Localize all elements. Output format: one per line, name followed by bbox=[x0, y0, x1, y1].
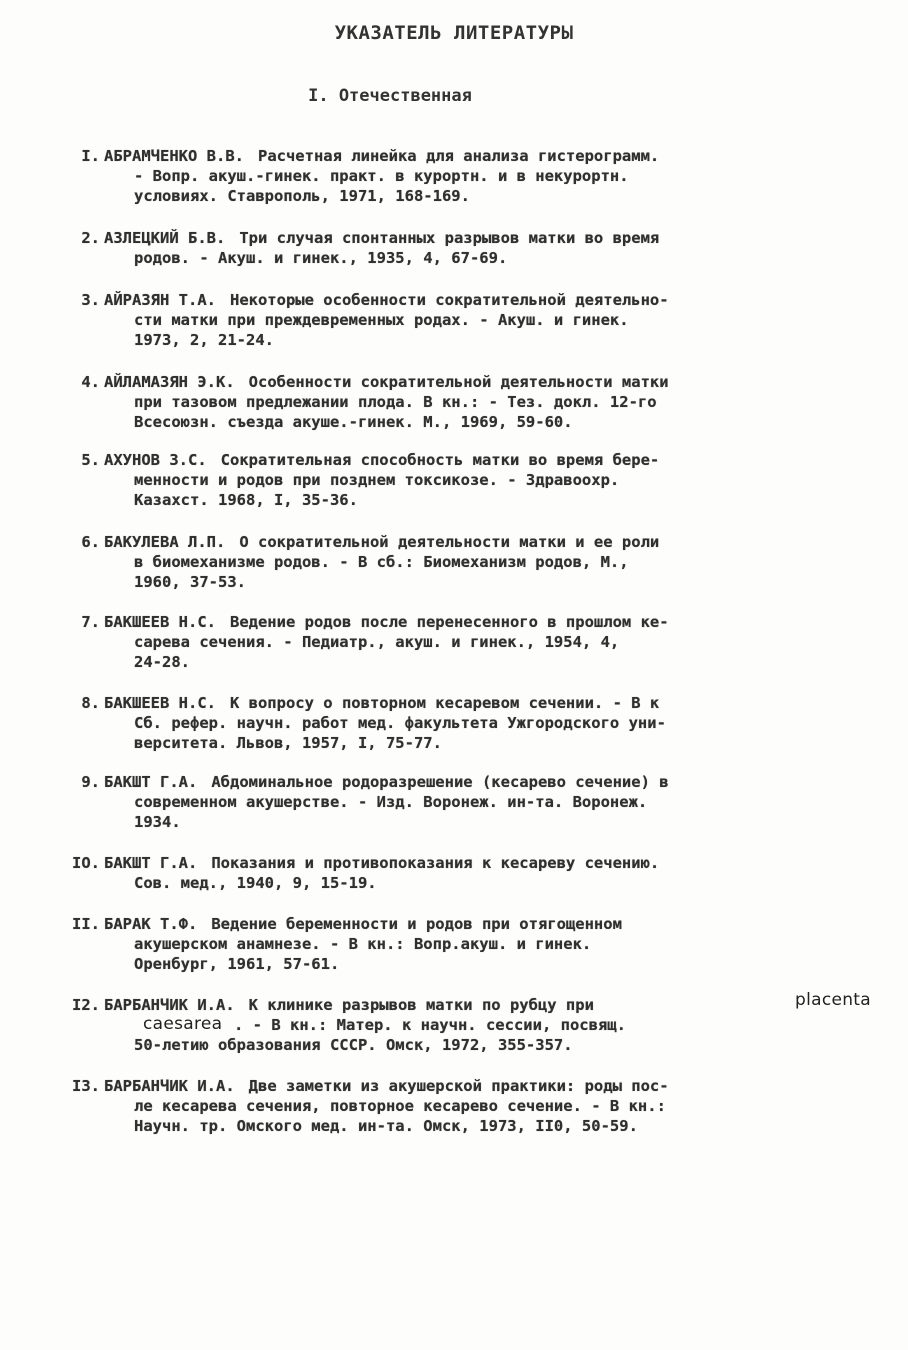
entry-text-line: Всесоюзн. съезда акуше.-гинек. М., 1969, 59-60. bbox=[134, 413, 573, 431]
entry-author: АЙЛАМАЗЯН Э.К. bbox=[104, 373, 235, 391]
entry-text-line: Две заметки из акушерской практики: роды пос- bbox=[248, 1077, 669, 1095]
entry-text-line: Сократительная способность матки во время бере- bbox=[220, 451, 660, 469]
entry-number: 5. bbox=[81, 451, 100, 469]
entry-text-line: верситета. Львов, 1957, I, 75-77. bbox=[134, 734, 442, 752]
entry-number: 9. bbox=[81, 773, 100, 791]
entry-text-line: - Вопр. акуш.-гинек. практ. в курортн. и в некурортн. bbox=[134, 167, 629, 185]
entry-author: АЗЛЕЦКИЙ Б.В. bbox=[104, 229, 226, 247]
entry-author: БАКШЕЕВ Н.С. bbox=[104, 694, 216, 712]
entry-author: БАРБАНЧИК И.А. bbox=[104, 996, 235, 1014]
entry-author: АЙРАЗЯН Т.А. bbox=[104, 291, 216, 309]
entry-number: 2. bbox=[81, 229, 100, 247]
handwritten-note: caesarea bbox=[143, 1014, 223, 1034]
entry-number: IO. bbox=[72, 854, 100, 872]
entry-text-line: Особенности сократительной деятельности матки bbox=[248, 373, 669, 391]
entry-text-line: Показания и противопоказания к кесареву сечению. bbox=[211, 854, 660, 872]
entry-text-line: менности и родов при позднем токсикозе. - Здравоохр. bbox=[134, 471, 620, 489]
entry-text-line: 24-28. bbox=[134, 653, 190, 671]
entry-text-line: Некоторые особенности сократительной деятельно- bbox=[229, 291, 669, 309]
entry-author: БАРБАНЧИК И.А. bbox=[104, 1077, 235, 1095]
entry-text-line: К клинике разрывов матки по рубцу при bbox=[248, 996, 594, 1014]
entry-author: БАКШТ Г.А. bbox=[104, 854, 198, 872]
entry-text-line: Казахст. 1968, I, 35-36. bbox=[134, 491, 358, 509]
entry-text-line: Научн. тр. Омского мед. ин-та. Омск, 1973, II0, 50-59. bbox=[134, 1117, 638, 1135]
entry-text-line: Ведение беременности и родов при отягощенном bbox=[211, 915, 622, 933]
entry-text-line: в биомеханизме родов. - В сб.: Биомеханизм родов, М., bbox=[134, 553, 629, 571]
section-heading: I. Отечественная bbox=[308, 86, 472, 106]
entry-text-line: Ведение родов после перенесенного в прошлом ке- bbox=[229, 613, 669, 631]
entry-number: I. bbox=[81, 147, 100, 165]
entry-text-line: 1973, 2, 21-24. bbox=[134, 331, 274, 349]
entry-text-line: ле кесарева сечения, повторное кесарево сечение. - В кн.: bbox=[134, 1097, 666, 1115]
entry-text-line: О сократительной деятельности матки и ее роли bbox=[239, 533, 660, 551]
entry-text-line: 50-летию образования СССР. Омск, 1972, 355-357. bbox=[134, 1036, 573, 1054]
entry-number: 6. bbox=[81, 533, 100, 551]
entry-text-line: сти матки при преждевременных родах. - Акуш. и гинек. bbox=[134, 311, 629, 329]
entry-text-line: Сб. рефер. научн. работ мед. факультета Ужгородского уни- bbox=[134, 714, 666, 732]
entry-text-line: К вопросу о повторном кесаревом сечении. - В к bbox=[229, 694, 660, 712]
entry-text-line: 1960, 37-53. bbox=[134, 573, 246, 591]
entry-author: БАКУЛЕВА Л.П. bbox=[104, 533, 226, 551]
handwritten-note: placenta bbox=[795, 990, 871, 1010]
entry-number: 8. bbox=[81, 694, 100, 712]
entry-number: II. bbox=[72, 915, 100, 933]
entry-text-line: родов. - Акуш. и гинек., 1935, 4, 67-69. bbox=[134, 249, 508, 267]
entry-text-line: условиях. Ставрополь, 1971, 168-169. bbox=[134, 187, 470, 205]
page-title: УКАЗАТЕЛЬ ЛИТЕРАТУРЫ bbox=[334, 22, 574, 44]
entry-text-line: Сов. мед., 1940, 9, 15-19. bbox=[134, 874, 377, 892]
entry-author: БАРАК Т.Ф. bbox=[104, 915, 198, 933]
entry-author: БАКШЕЕВ Н.С. bbox=[104, 613, 216, 631]
entry-number: I2. bbox=[72, 996, 100, 1014]
entry-text-line: . - В кн.: Матер. к научн. сессии, посвящ. bbox=[234, 1016, 626, 1034]
entry-text-line: сарева сечения. - Педиатр., акуш. и гинек., 1954, 4, bbox=[134, 633, 620, 651]
entry-author: АХУНОВ З.С. bbox=[104, 451, 207, 469]
entry-number: 7. bbox=[81, 613, 100, 631]
entry-author: АБРАМЧЕНКО В.В. bbox=[104, 147, 244, 165]
entry-text-line: Три случая спонтанных разрывов матки во время bbox=[239, 229, 660, 247]
entry-text-line: при тазовом предлежании плода. В кн.: - Тез. докл. 12-го bbox=[134, 393, 657, 411]
entry-number: I3. bbox=[72, 1077, 100, 1095]
entry-text-line: Абдоминальное родоразрешение (кесарево сечение) в bbox=[211, 773, 669, 791]
entry-text-line: Оренбург, 1961, 57-61. bbox=[134, 955, 340, 973]
entry-author: БАКШТ Г.А. bbox=[104, 773, 198, 791]
entry-number: 4. bbox=[81, 373, 100, 391]
entry-text-line: акушерском анамнезе. - В кн.: Вопр.акуш. и гинек. bbox=[134, 935, 592, 953]
entry-text-line: Расчетная линейка для анализа гистерограмм. bbox=[257, 147, 660, 165]
entry-number: 3. bbox=[81, 291, 100, 309]
entry-text-line: современном акушерстве. - Изд. Воронеж. ин-та. Воронеж. bbox=[134, 793, 648, 811]
entry-text-line: 1934. bbox=[134, 813, 181, 831]
